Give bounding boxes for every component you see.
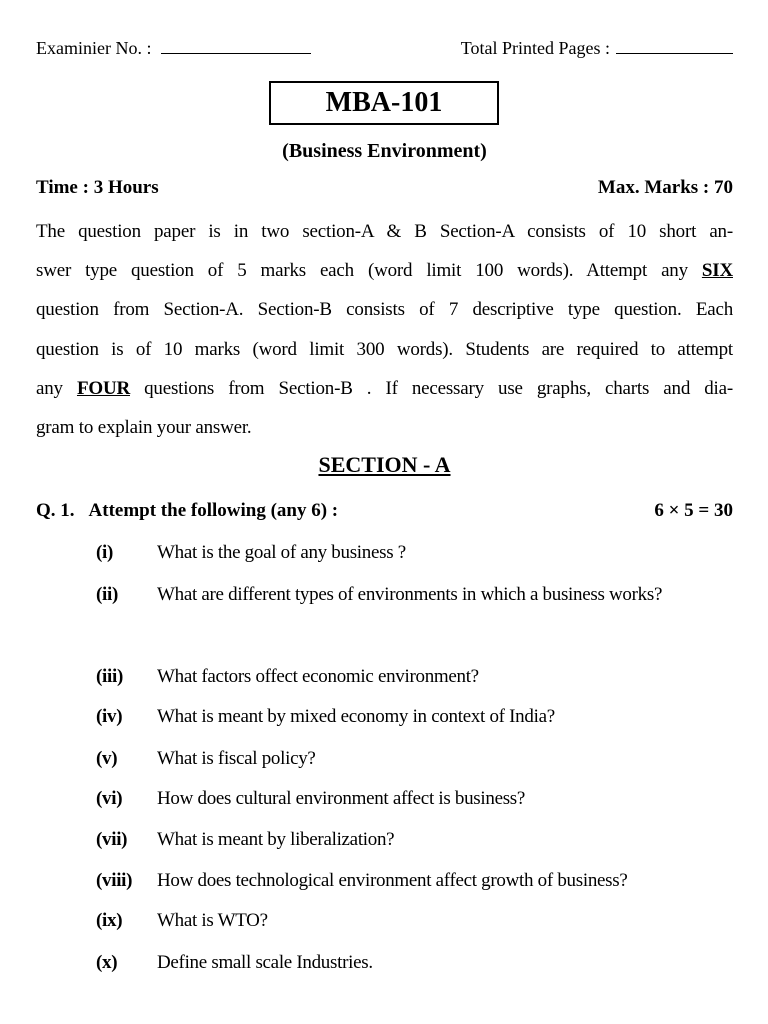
time-allowed: Time : 3 Hours [36, 177, 159, 198]
section-a-title: SECTION - A [318, 452, 451, 477]
instruction-line [36, 251, 733, 290]
sub-question-number: (i) [96, 542, 114, 563]
course-code: MBA-101 [325, 87, 443, 118]
sub-question [96, 533, 736, 573]
sub-question [96, 575, 736, 615]
sub-question [96, 697, 736, 737]
emphasis-four: FOUR [76, 377, 130, 399]
subject-title: (Business Environment) [282, 140, 487, 162]
sub-question-number: (ii) [96, 584, 119, 605]
sub-question-text: How does cultural environment affect is business? [157, 788, 526, 809]
sub-question [96, 901, 736, 941]
course-code-box [269, 81, 499, 125]
sub-question-text: What is meant by liberalization? [157, 829, 395, 850]
instruction-text: questions from Section-B . If necessary use graphs, charts and dia- [130, 377, 733, 399]
examiner-blank-line [161, 39, 311, 54]
sub-question-text: What factors offect economic environment? [157, 666, 479, 687]
question-heading-row [36, 500, 733, 522]
sub-question-number: (vii) [96, 829, 128, 850]
sub-question-number: (ix) [96, 910, 123, 931]
sub-question [96, 943, 736, 983]
time-marks-row [36, 177, 733, 199]
instructions [36, 212, 733, 447]
sub-question [96, 861, 736, 901]
sub-question [96, 739, 736, 779]
instruction-line: gram to explain your answer. [36, 417, 252, 439]
instruction-line [36, 369, 733, 408]
total-pages [461, 38, 733, 59]
emphasis-six: SIX [701, 260, 733, 282]
sub-question-text: Define small scale Industries. [157, 952, 373, 973]
question-number: Q. 1. [36, 500, 75, 521]
sub-question-text: What is the goal of any business ? [157, 542, 406, 563]
sub-question-number: (v) [96, 748, 118, 769]
instruction-text: swer type question of 5 marks each (word limit 100 words). Attempt any [36, 260, 702, 282]
instruction-line: question is of 10 marks (word limit 300 words). Students are required to attempt [36, 338, 733, 360]
sub-question-number: (vi) [96, 788, 123, 809]
header-row [36, 38, 733, 59]
sub-question-text: What is fiscal policy? [157, 748, 316, 769]
question-text: Attempt the following (any 6) : [88, 500, 339, 521]
instruction-text: any [36, 377, 77, 399]
examiner-number [36, 38, 311, 59]
sub-question-text: How does technological environment affect growth of business? [157, 870, 628, 891]
sub-question [96, 779, 736, 819]
sub-question-text: What is WTO? [157, 910, 268, 931]
sub-question-number: (iv) [96, 706, 123, 727]
instruction-line: question from Section-A. Section-B consists of 7 descriptive type question. Each [36, 299, 733, 321]
sub-question-number: (x) [96, 952, 118, 973]
examiner-label: Examinier No. : [36, 38, 152, 58]
sub-question-text: What is meant by mixed economy in context of India? [157, 706, 555, 727]
max-marks: Max. Marks : 70 [597, 177, 733, 198]
sub-question-number: (iii) [96, 666, 123, 687]
question-heading [36, 500, 352, 522]
question-paper-page [36, 0, 733, 1024]
sub-question-number: (viii) [96, 870, 133, 891]
pages-label: Total Printed Pages : [460, 38, 610, 58]
sub-question [96, 820, 736, 860]
question-marks: 6 × 5 = 30 [654, 500, 733, 521]
sub-question [96, 657, 736, 697]
sub-question-text: What are different types of environments in which a business works? [157, 584, 663, 605]
instruction-line: The question paper is in two section-A & B Section-A consists of 10 short an- [36, 221, 733, 242]
pages-blank-line [616, 39, 733, 54]
